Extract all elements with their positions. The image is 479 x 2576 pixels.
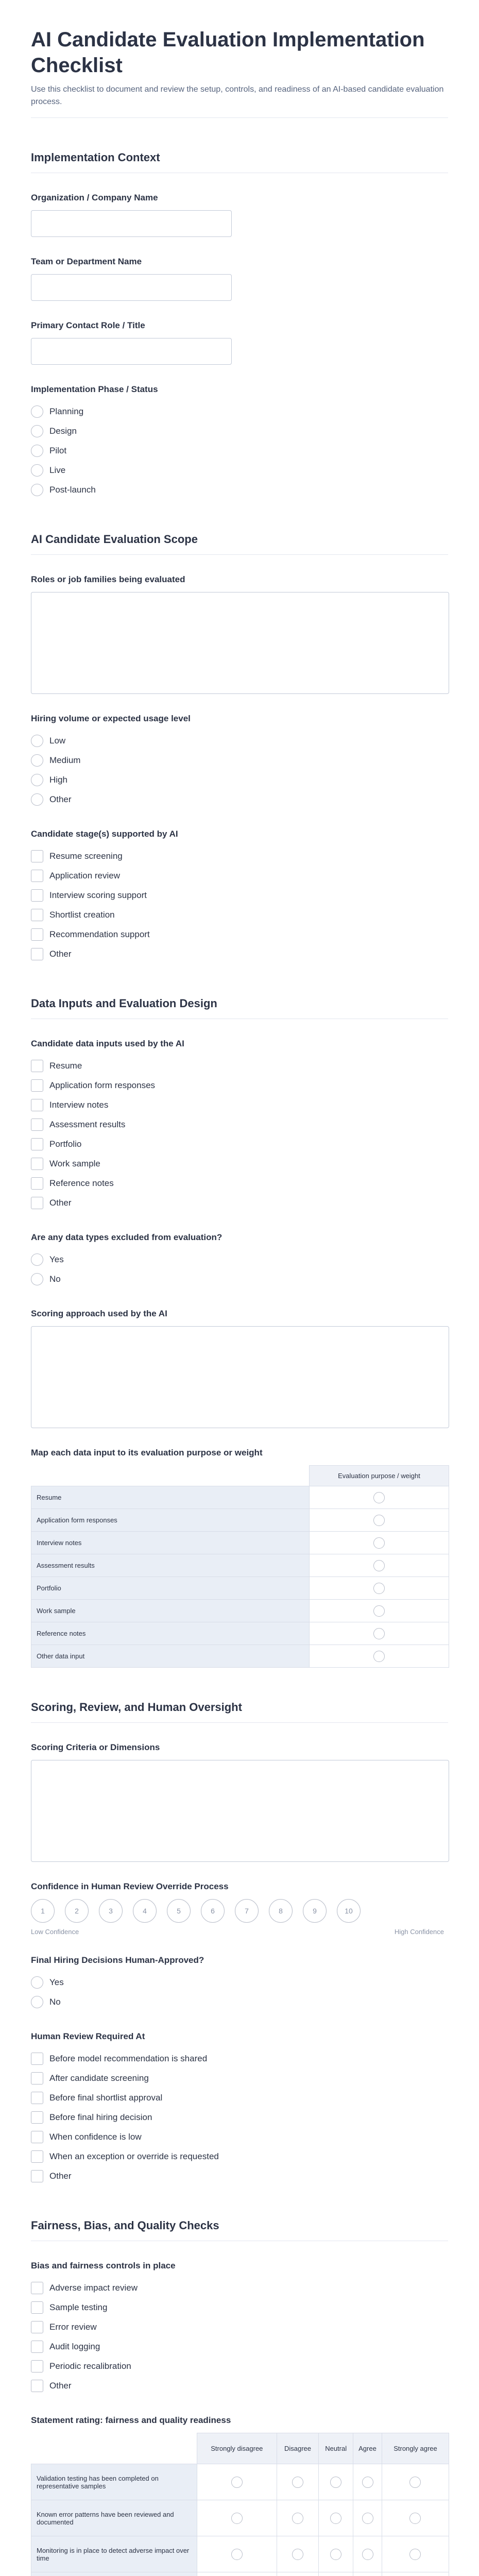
organization-input[interactable]	[31, 210, 232, 237]
question-mapping	[31, 1448, 448, 1668]
scale-low-label: Low Confidence	[31, 1928, 79, 1936]
matrix-column-header: Agree	[353, 2433, 382, 2464]
required-option[interactable]	[31, 2088, 448, 2108]
matrix-radio[interactable]	[362, 2477, 373, 2488]
matrix-column-header: Strongly agree	[382, 2433, 449, 2464]
matrix-row-label: Portfolio	[31, 1577, 310, 1600]
matrix-cell	[197, 2536, 277, 2572]
option-label: Adverse impact review	[49, 2283, 138, 2293]
confidence-scale	[31, 1899, 448, 1923]
matrix-cell	[197, 2464, 277, 2500]
radio-button[interactable]	[31, 774, 43, 786]
stages-option[interactable]	[31, 944, 448, 964]
option-label: No	[49, 1274, 61, 1284]
scale-legend	[31, 1928, 444, 1936]
matrix-radio[interactable]	[362, 2549, 373, 2560]
matrix-radio[interactable]	[373, 1605, 385, 1617]
checkbox[interactable]	[31, 909, 43, 921]
checkbox[interactable]	[31, 1118, 43, 1131]
question-roles	[31, 574, 448, 694]
option-label: Before final hiring decision	[49, 2112, 152, 2122]
option-label: Before final shortlist approval	[49, 2093, 163, 2103]
matrix-cell	[277, 2572, 319, 2576]
option-label: Application review	[49, 871, 121, 880]
option-label: Other	[49, 949, 72, 959]
checkbox[interactable]	[31, 2150, 43, 2163]
matrix-radio[interactable]	[330, 2549, 341, 2560]
matrix-radio[interactable]	[373, 1651, 385, 1662]
controls-option[interactable]	[31, 2376, 448, 2396]
checkbox[interactable]	[31, 948, 43, 960]
matrix-radio[interactable]	[373, 1560, 385, 1571]
matrix-radio[interactable]	[231, 2477, 243, 2488]
stages-label: Candidate stage(s) supported by AI	[31, 829, 178, 839]
matrix-row-label: Validation testing has been completed on representative samples	[31, 2464, 197, 2500]
scale-option[interactable]: 7	[235, 1899, 259, 1923]
option-label: Assessment results	[49, 1120, 126, 1129]
matrix-cell	[310, 1622, 449, 1645]
question-organization	[31, 193, 448, 237]
radio-button[interactable]	[31, 1253, 43, 1266]
controls-label: Bias and fairness controls in place	[31, 2261, 176, 2270]
inputs-label: Candidate data inputs used by the AI	[31, 1039, 184, 1048]
section-review: Scoring, Review, and Human Oversight	[31, 1701, 448, 1723]
checkbox[interactable]	[31, 850, 43, 862]
stages-option[interactable]	[31, 846, 448, 866]
matrix-row-label: Other data input	[31, 1645, 310, 1668]
option-label: Low	[49, 736, 66, 745]
stages-option[interactable]	[31, 925, 448, 944]
matrix-cell	[319, 2500, 353, 2536]
matrix-row-label	[31, 2572, 197, 2576]
checkbox[interactable]	[31, 1158, 43, 1170]
checkbox[interactable]	[31, 1138, 43, 1150]
inputs-option[interactable]	[31, 1076, 448, 1095]
controls-option[interactable]	[31, 2317, 448, 2337]
scale-option[interactable]: 1	[31, 1899, 55, 1923]
matrix-row-label: Reference notes	[31, 1622, 310, 1645]
option-label: Interview notes	[49, 1100, 109, 1110]
inputs-option[interactable]	[31, 1056, 448, 1076]
option-label: Medium	[49, 755, 81, 765]
inputs-option[interactable]	[31, 1174, 448, 1193]
matrix-radio[interactable]	[373, 1537, 385, 1549]
volume-option[interactable]	[31, 790, 448, 809]
option-label: Planning	[49, 406, 84, 416]
matrix-radio[interactable]	[330, 2477, 341, 2488]
phase-option[interactable]	[31, 461, 448, 480]
confidence-label: Confidence in Human Review Override Process	[31, 1882, 229, 1891]
matrix-cell	[353, 2464, 382, 2500]
matrix-corner	[31, 2433, 197, 2464]
radio-button[interactable]	[31, 445, 43, 457]
option-label: Shortlist creation	[49, 910, 115, 920]
radio-button[interactable]	[31, 735, 43, 747]
matrix-row-label: Resume	[31, 1486, 310, 1509]
inputs-option[interactable]	[31, 1193, 448, 1213]
matrix-cell	[310, 1645, 449, 1668]
matrix-radio[interactable]	[362, 2513, 373, 2524]
form-header	[31, 0, 448, 118]
option-label: Other	[49, 2171, 72, 2181]
inputs-option[interactable]	[31, 1154, 448, 1174]
checkbox[interactable]	[31, 2341, 43, 2353]
matrix-radio[interactable]	[231, 2513, 243, 2524]
scale-option[interactable]: 4	[133, 1899, 157, 1923]
matrix-cell	[382, 2536, 449, 2572]
inputs-option[interactable]	[31, 1134, 448, 1154]
section-fairness: Fairness, Bias, and Quality Checks	[31, 2219, 448, 2241]
matrix-cell	[310, 1554, 449, 1577]
question-inputs	[31, 1039, 448, 1213]
volume-option[interactable]	[31, 751, 448, 770]
matrix-cell	[277, 2500, 319, 2536]
required-option[interactable]	[31, 2147, 448, 2166]
question-stages	[31, 829, 448, 964]
question-team	[31, 257, 448, 301]
phase-label: Implementation Phase / Status	[31, 384, 158, 394]
inputs-option[interactable]	[31, 1095, 448, 1115]
matrix-row-label: Work sample	[31, 1600, 310, 1622]
organization-label: Organization / Company Name	[31, 193, 158, 202]
final-option[interactable]	[31, 1973, 448, 1992]
section-data-inputs: Data Inputs and Evaluation Design	[31, 997, 448, 1019]
section-implementation-context: Implementation Context	[31, 151, 448, 173]
checkbox[interactable]	[31, 2380, 43, 2392]
excluded-option[interactable]	[31, 1269, 448, 1289]
question-contact	[31, 320, 448, 365]
phase-option[interactable]	[31, 421, 448, 441]
scale-high-label: High Confidence	[394, 1928, 444, 1936]
radio-button[interactable]	[31, 405, 43, 418]
required-option[interactable]	[31, 2069, 448, 2088]
matrix-cell	[197, 2572, 277, 2576]
scale-option[interactable]: 10	[337, 1899, 361, 1923]
matrix-radio[interactable]	[409, 2477, 421, 2488]
matrix-radio[interactable]	[373, 1583, 385, 1594]
matrix-cell	[353, 2500, 382, 2536]
volume-label: Hiring volume or expected usage level	[31, 714, 191, 723]
controls-option[interactable]	[31, 2298, 448, 2317]
matrix-cell	[277, 2536, 319, 2572]
checkbox[interactable]	[31, 889, 43, 902]
form-description: Use this checklist to document and review the setup, controls, and readiness of an AI-based candidate evaluation process.	[31, 85, 444, 106]
rating-matrix	[31, 2433, 449, 2576]
roles-label: Roles or job families being evaluated	[31, 574, 185, 584]
option-label: Portfolio	[49, 1139, 82, 1149]
checkbox[interactable]	[31, 2360, 43, 2372]
matrix-corner	[31, 1466, 310, 1486]
mapping-matrix	[31, 1465, 449, 1668]
radio-button[interactable]	[31, 1273, 43, 1285]
matrix-column-header: Neutral	[319, 2433, 353, 2464]
stages-option[interactable]	[31, 866, 448, 886]
checkbox[interactable]	[31, 2111, 43, 2124]
checkbox[interactable]	[31, 2321, 43, 2333]
option-label: Pilot	[49, 446, 67, 455]
matrix-cell	[197, 2500, 277, 2536]
matrix-cell	[277, 2464, 319, 2500]
scale-option[interactable]: 9	[303, 1899, 327, 1923]
question-rating	[31, 2415, 448, 2576]
option-label: Resume screening	[49, 851, 123, 861]
option-label: When an exception or override is requested	[49, 2151, 219, 2161]
required-option[interactable]	[31, 2127, 448, 2147]
required-option[interactable]	[31, 2166, 448, 2186]
question-criteria	[31, 1742, 448, 1862]
question-volume	[31, 714, 448, 809]
matrix-cell	[382, 2464, 449, 2500]
checkbox[interactable]	[31, 1060, 43, 1072]
radio-button[interactable]	[31, 464, 43, 477]
question-controls	[31, 2261, 448, 2396]
option-label: Application form responses	[49, 1080, 156, 1090]
option-label: Recommendation support	[49, 929, 150, 939]
matrix-row-label: Application form responses	[31, 1509, 310, 1532]
question-confidence	[31, 1882, 448, 1936]
option-label: Yes	[49, 1977, 64, 1987]
final-option[interactable]	[31, 1992, 448, 2012]
approach-label: Scoring approach used by the AI	[31, 1309, 167, 1318]
contact-label: Primary Contact Role / Title	[31, 320, 145, 330]
matrix-row-label: Known error patterns have been reviewed and documented	[31, 2500, 197, 2536]
matrix-radio[interactable]	[373, 1628, 385, 1639]
criteria-label: Scoring Criteria or Dimensions	[31, 1742, 160, 1752]
matrix-radio[interactable]	[292, 2477, 303, 2488]
matrix-column-header: Evaluation purpose / weight	[310, 1466, 449, 1486]
approach-textarea[interactable]	[31, 1326, 449, 1428]
option-label: Before model recommendation is shared	[49, 2054, 208, 2063]
excluded-label: Are any data types excluded from evaluation?	[31, 1232, 223, 1242]
roles-textarea[interactable]	[31, 592, 449, 694]
form-title: AI Candidate Evaluation Implementation Checklist	[31, 28, 425, 77]
checkbox[interactable]	[31, 1197, 43, 1209]
question-excluded	[31, 1232, 448, 1289]
scale-option[interactable]: 5	[167, 1899, 191, 1923]
option-label: Other	[49, 2381, 72, 2391]
question-review-required	[31, 2031, 448, 2186]
controls-option[interactable]	[31, 2278, 448, 2298]
matrix-cell	[353, 2572, 382, 2576]
option-label: Work sample	[49, 1159, 100, 1168]
phase-option[interactable]	[31, 480, 448, 500]
matrix-radio[interactable]	[409, 2513, 421, 2524]
matrix-row-label: Monitoring is in place to detect adverse impact over time	[31, 2536, 197, 2572]
matrix-cell	[319, 2572, 353, 2576]
volume-option[interactable]	[31, 731, 448, 751]
checkbox[interactable]	[31, 1079, 43, 1092]
phase-option[interactable]	[31, 441, 448, 461]
matrix-radio[interactable]	[373, 1492, 385, 1503]
team-label: Team or Department Name	[31, 257, 142, 266]
phase-option[interactable]	[31, 402, 448, 421]
option-label: Other	[49, 794, 72, 804]
radio-button[interactable]	[31, 793, 43, 806]
inputs-option[interactable]	[31, 1115, 448, 1134]
option-label: Audit logging	[49, 2342, 100, 2351]
checkbox[interactable]	[31, 1099, 43, 1111]
final-label: Final Hiring Decisions Human-Approved?	[31, 1955, 204, 1965]
rating-label: Statement rating: fairness and quality readiness	[31, 2415, 231, 2425]
matrix-cell	[382, 2500, 449, 2536]
matrix-cell	[319, 2464, 353, 2500]
scale-option[interactable]: 6	[201, 1899, 225, 1923]
question-phase	[31, 384, 448, 500]
option-label: Resume	[49, 1061, 82, 1071]
option-label: Post-launch	[49, 485, 96, 495]
controls-option[interactable]	[31, 2337, 448, 2357]
option-label: Reference notes	[49, 1178, 114, 1188]
matrix-cell	[310, 1600, 449, 1622]
mapping-label: Map each data input to its evaluation purpose or weight	[31, 1448, 263, 1458]
matrix-cell	[310, 1577, 449, 1600]
matrix-cell	[353, 2536, 382, 2572]
option-label: High	[49, 775, 67, 785]
matrix-radio[interactable]	[409, 2549, 421, 2560]
team-input[interactable]	[31, 274, 232, 301]
required-label: Human Review Required At	[31, 2031, 145, 2041]
option-label: After candidate screening	[49, 2073, 149, 2083]
matrix-radio[interactable]	[231, 2549, 243, 2560]
option-label: When confidence is low	[49, 2132, 142, 2142]
option-label: Design	[49, 426, 77, 436]
checkbox[interactable]	[31, 2131, 43, 2143]
option-label: Interview scoring support	[49, 890, 147, 900]
matrix-cell	[310, 1486, 449, 1509]
question-final-approval	[31, 1955, 448, 2012]
matrix-cell	[310, 1532, 449, 1554]
question-approach	[31, 1309, 448, 1428]
matrix-cell	[382, 2572, 449, 2576]
option-label: Yes	[49, 1255, 64, 1264]
matrix-column-header: Disagree	[277, 2433, 319, 2464]
option-label: Sample testing	[49, 2302, 108, 2312]
radio-button[interactable]	[31, 1976, 43, 1989]
radio-button[interactable]	[31, 425, 43, 437]
radio-button[interactable]	[31, 754, 43, 767]
matrix-row-label: Assessment results	[31, 1554, 310, 1577]
radio-button[interactable]	[31, 1996, 43, 2008]
scale-option[interactable]: 3	[99, 1899, 123, 1923]
option-label: Other	[49, 1198, 72, 1208]
contact-input[interactable]	[31, 338, 232, 365]
required-option[interactable]	[31, 2108, 448, 2127]
matrix-radio[interactable]	[292, 2549, 303, 2560]
checkbox[interactable]	[31, 2053, 43, 2065]
checkbox[interactable]	[31, 2072, 43, 2084]
matrix-cell	[319, 2536, 353, 2572]
option-label: Periodic recalibration	[49, 2361, 131, 2371]
option-label: No	[49, 1997, 61, 2007]
radio-button[interactable]	[31, 484, 43, 496]
option-label: Live	[49, 465, 66, 475]
checkbox[interactable]	[31, 870, 43, 882]
stages-option[interactable]	[31, 886, 448, 905]
criteria-textarea[interactable]	[31, 1760, 449, 1862]
checkbox[interactable]	[31, 2301, 43, 2314]
controls-option[interactable]	[31, 2357, 448, 2376]
checkbox[interactable]	[31, 2282, 43, 2294]
matrix-cell	[310, 1509, 449, 1532]
matrix-row-label: Interview notes	[31, 1532, 310, 1554]
matrix-radio[interactable]	[292, 2513, 303, 2524]
option-label: Error review	[49, 2322, 97, 2332]
checkbox[interactable]	[31, 2092, 43, 2104]
excluded-option[interactable]	[31, 1250, 448, 1269]
required-option[interactable]	[31, 2049, 448, 2069]
section-scope: AI Candidate Evaluation Scope	[31, 533, 448, 555]
checkbox[interactable]	[31, 2170, 43, 2182]
checkbox[interactable]	[31, 1177, 43, 1190]
matrix-radio[interactable]	[330, 2513, 341, 2524]
matrix-radio[interactable]	[373, 1515, 385, 1526]
scale-option[interactable]: 8	[269, 1899, 293, 1923]
matrix-column-header: Strongly disagree	[197, 2433, 277, 2464]
volume-option[interactable]	[31, 770, 448, 790]
scale-option[interactable]: 2	[65, 1899, 89, 1923]
checkbox[interactable]	[31, 928, 43, 941]
stages-option[interactable]	[31, 905, 448, 925]
